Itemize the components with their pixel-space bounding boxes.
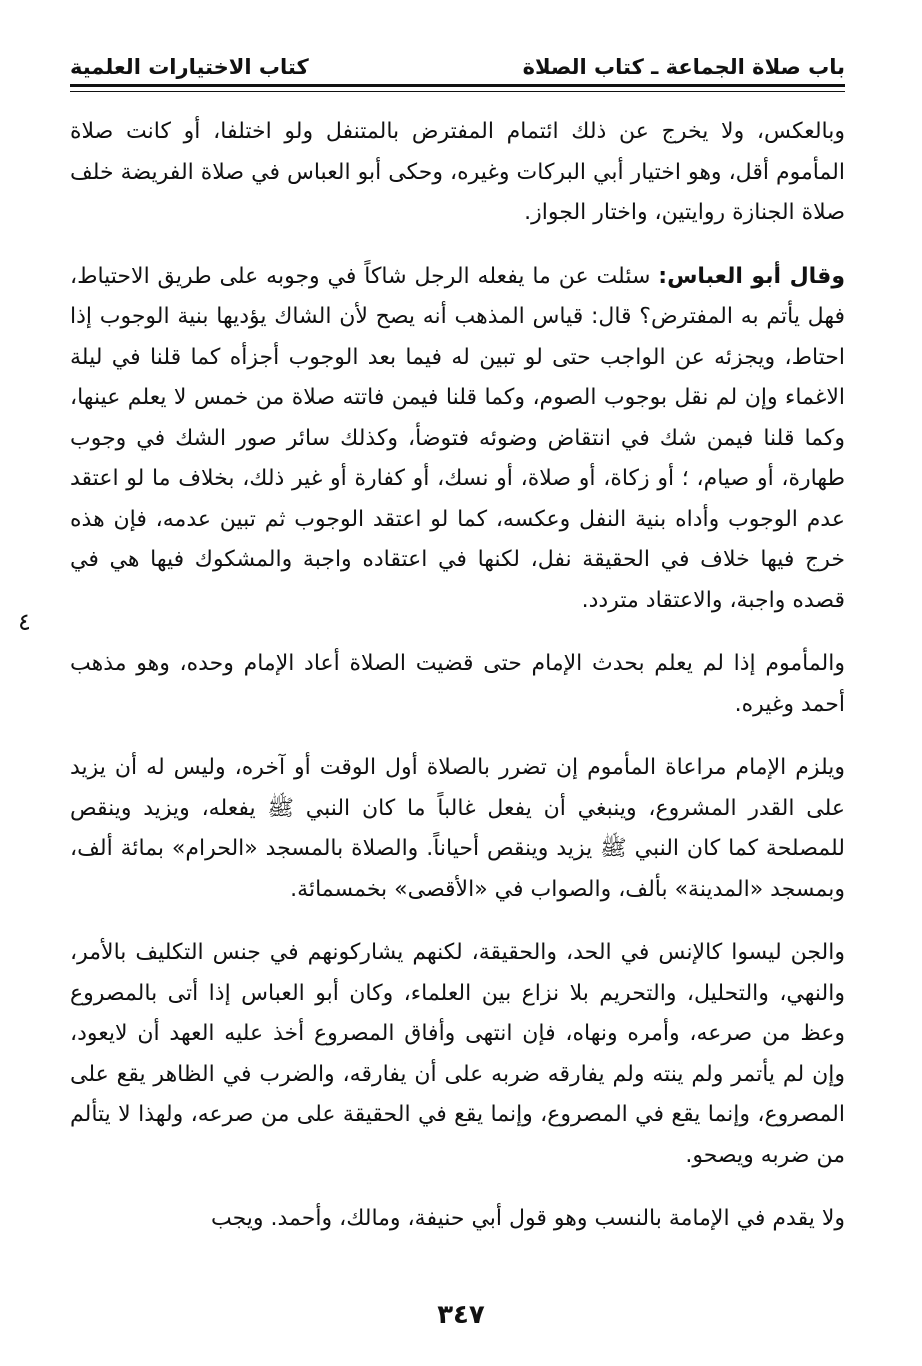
page-body <box>70 112 845 1263</box>
header-rule-thick <box>70 84 845 87</box>
paragraph <box>70 112 845 234</box>
book-title: كتاب الاختيارات العلمية <box>70 55 309 79</box>
paragraph-text: وبالعكس، ولا يخرج عن ذلك ائتمام المفترض بالمتنفل ولو اختلفا، أو كانت صلاة المأموم أقل، وهو اختيار أبي البركات وغيره، وحكى أبو العباس في صلاة الفريضة خلف صلاة الجنازة روايتين، واختار الجواز. <box>70 119 845 225</box>
chapter-title: باب صلاة الجماعة ـ كتاب الصلاة <box>522 55 845 79</box>
header-rule-thin <box>70 91 845 92</box>
running-header <box>70 40 845 80</box>
paragraph-text: سئلت عن ما يفعله الرجل شاكاً في وجوبه على طريق الاحتياط، فهل يأتم به المفترض؟ قال: قياس المذهب أنه يصح لأن الشاك يؤديها بنية الوجوب إذا احتاط، ويجزئه عن الواجب حتى لو تبين له فيما بعد الوجوب أجزأه كما قلنا في ليلة الاغماء وإن لم نقل بوجوب الصوم، وكما قلنا فيمن فاتته صلاة من خمس لا يعلم عينها، وكما قلنا فيمن شك في انتقاض وضوئه فتوضأ، وكذلك سائر صور الشك في وجوب طهارة، أو صيام، ؛ أو زكاة، أو صلاة، أو نسك، أو كفارة أو غير ذلك، بخلاف ما لو اعتقد عدم الوجوب وأداه بنية النفل وعكسه، كما لو اعتقد الوجوب ثم تبين عدمه، فإن هذه خرج فيها خلاف في الحقيقة نفل، لكنها في اعتقاده واجبة والمشكوك فيها هي في قصده واجبة، والاعتقاد متردد. <box>70 263 845 613</box>
paragraph-text: ولا يقدم في الإمامة بالنسب وهو قول أبي حنيفة، ومالك، وأحمد. ويجب <box>210 1206 845 1231</box>
paragraph-text: ويلزم الإمام مراعاة المأموم إن تضرر بالصلاة أول الوقت أو آخره، وليس له أن يزيد على القدر المشروع، وينبغي أن يفعل غالباً ما كان النبي ﷺ يفعله، ويزيد وينقص للمصلحة كما كان النبي ﷺ يزيد وينقص أحياناً. والصلاة بالمسجد «الحرام» بمائة ألف، وبمسجد «المدينة» بألف، والصواب في «الأقصى» بخمسمائة. <box>70 755 845 902</box>
page-number: ٣٤٧ <box>437 1300 485 1330</box>
margin-mark: ٤ <box>18 608 31 636</box>
paragraph-text: والجن ليسوا كالإنس في الحد، والحقيقة، لكنهم يشاركونهم في جنس التكليف بالأمر، والنهي، والتحليل، والتحريم بلا نزاع بين العلماء، وكان أبو العباس إذا أتى بالمصروع وعظ من صرعه، وأمره ونهاه، فإن انتهى وأفاق المصروع أخذ عليه العهد أن لايعود، وإن لم يأتمر ولم ينته ولم يفارقه ضربه على أن يفارقه، والضرب في الظاهر يقع على المصروع، وإنما يقع في المصروع، وإنما يقع في الحقيقة على من صرعه، ولهذا لا يتألم من ضربه ويصحو. <box>70 940 845 1168</box>
paragraph <box>70 257 845 622</box>
paragraph <box>70 748 845 910</box>
paragraph-text: والمأموم إذا لم يعلم بحدث الإمام حتى قضيت الصلاة أعاد الإمام وحده، وهو مذهب أحمد وغيره. <box>70 651 845 717</box>
paragraph <box>70 1199 845 1240</box>
paragraph <box>70 644 845 725</box>
paragraph-lead: وقال أبو العباس: <box>658 263 845 289</box>
paragraph <box>70 933 845 1176</box>
